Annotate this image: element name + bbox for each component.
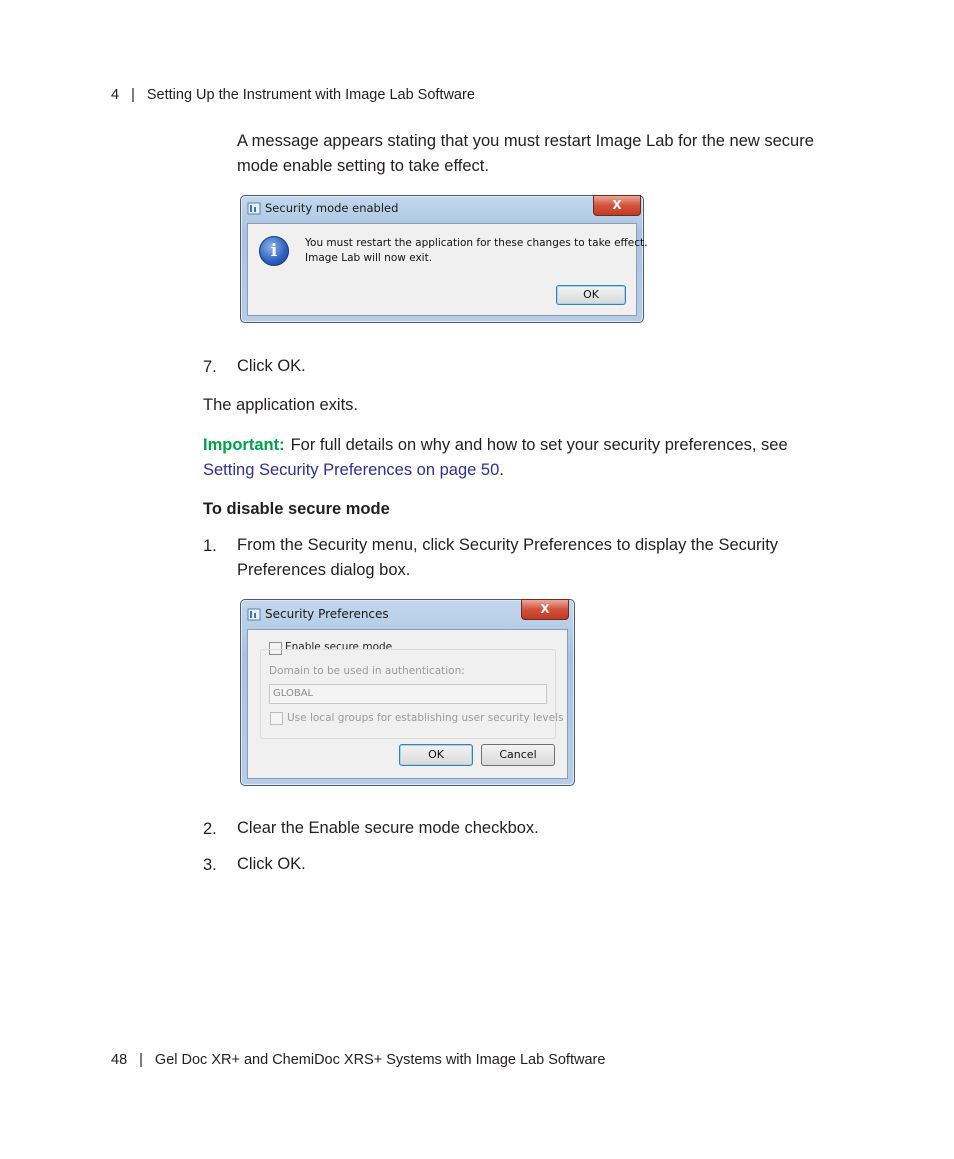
running-header (111, 87, 475, 103)
cancel-button[interactable]: Cancel (481, 744, 555, 766)
dialog-title: Security mode enabled (265, 201, 399, 215)
running-footer (111, 1052, 605, 1068)
header-chapter-title: Setting Up the Instrument with Image Lab Software (146, 87, 475, 103)
header-page-number: 4 (111, 87, 120, 103)
step-1-number: 1. (203, 537, 217, 555)
application-exits-text: The application exits. (203, 396, 359, 414)
dialog-title: Security Preferences (265, 607, 389, 621)
step-2-text: Clear the Enable secure mode checkbox. (237, 819, 539, 837)
domain-label: Domain to be used in authentication: (269, 665, 465, 677)
dialog-client-area (247, 629, 568, 779)
info-icon: i (259, 236, 289, 266)
domain-input[interactable]: GLOBAL (269, 684, 547, 704)
image-lab-app-icon (247, 202, 261, 215)
use-local-groups-checkbox[interactable] (270, 712, 283, 725)
step-3-text: Click OK. (237, 855, 306, 873)
close-button[interactable]: X (593, 195, 641, 216)
dialog-client-area (247, 223, 648, 316)
ok-button[interactable]: OK (399, 744, 473, 766)
footer-separator: | (139, 1052, 143, 1068)
footer-book-title: Gel Doc XR+ and ChemiDoc XRS+ Systems with Image Lab Software (154, 1052, 606, 1068)
enable-secure-mode-label: Enable secure mode (285, 641, 393, 653)
step-7-number: 7. (203, 358, 217, 376)
step-7-text: Click OK. (237, 357, 306, 375)
image-lab-app-icon (247, 608, 261, 621)
step-2-number: 2. (203, 820, 217, 838)
security-mode-enabled-dialog (240, 195, 648, 323)
important-note (203, 433, 823, 483)
important-label: Important: (203, 436, 285, 454)
intro-paragraph: A message appears stating that you must restart Image Lab for the new secure mode enable setting to take effect. (237, 132, 814, 175)
section-heading: To disable secure mode (203, 500, 390, 518)
header-separator: | (131, 87, 135, 103)
message-line-1: You must restart the application for these changes to take effect. (305, 237, 648, 249)
security-preferences-link[interactable]: Setting Security Preferences on page 50 (203, 461, 500, 479)
use-local-groups-label: Use local groups for establishing user security levels (287, 712, 564, 724)
dialog-message (305, 236, 647, 266)
step-3-number: 3. (203, 856, 217, 874)
important-text: For full details on why and how to set your security preferences, see (290, 436, 788, 454)
step-1-text: From the Security menu, click Security Preferences to display the Security Preferences dialog box. (237, 536, 779, 579)
security-preferences-dialog (240, 599, 575, 786)
important-end: . (499, 461, 504, 479)
close-button[interactable]: X (521, 599, 569, 620)
ok-button[interactable]: OK (556, 285, 626, 305)
footer-page-number: 48 (111, 1052, 128, 1068)
message-line-2: Image Lab will now exit. (305, 252, 433, 264)
